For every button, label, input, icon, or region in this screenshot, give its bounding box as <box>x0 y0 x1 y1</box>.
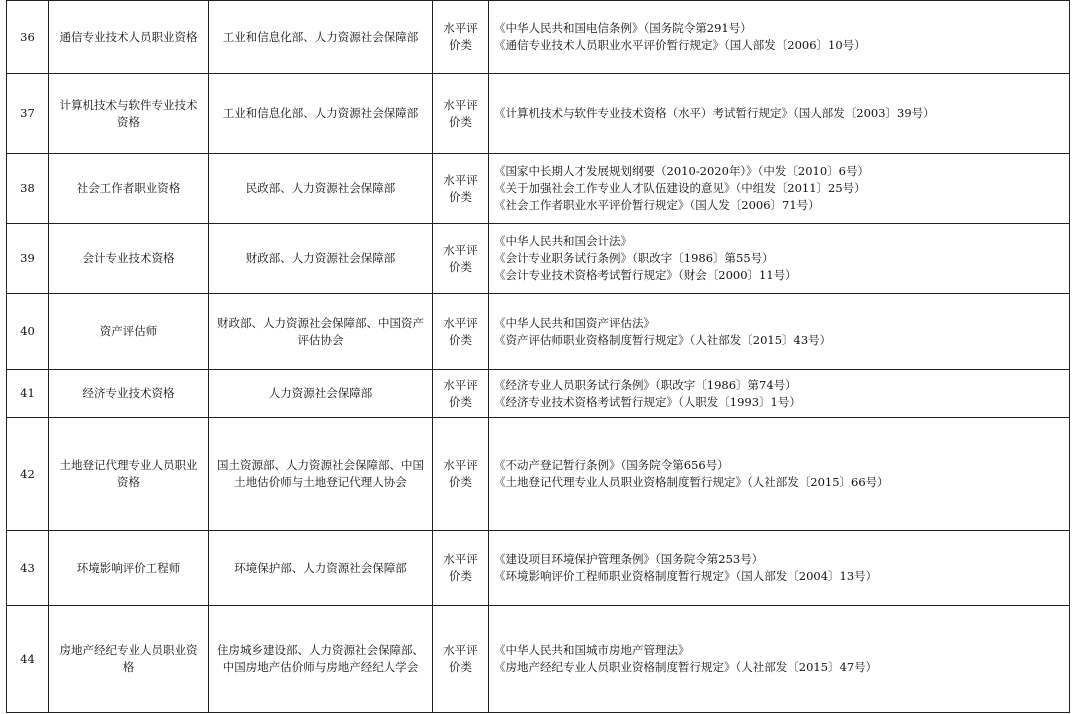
legal-basis <box>489 1 1070 74</box>
qualification-name: 通信专业技术人员职业资格 <box>49 1 209 74</box>
basis-line: 《中华人民共和国资产评估法》 <box>494 315 655 330</box>
qualification-type: 水平评价类 <box>433 294 489 370</box>
implementing-department: 环境保护部、人力资源社会保障部 <box>209 531 433 606</box>
basis-line: 《会计专业职务试行条例》（职改字〔1986〕第55号） <box>494 251 774 265</box>
qualification-name: 资产评估师 <box>49 294 209 370</box>
qualification-type: 水平评价类 <box>433 606 489 713</box>
row-number: 36 <box>7 1 49 74</box>
qualification-name: 经济专业技术资格 <box>49 370 209 418</box>
basis-line: 《中华人民共和国城市房地产管理法》 <box>494 643 690 657</box>
implementing-department: 国土资源部、人力资源社会保障部、中国土地估价师与土地登记代理人协会 <box>209 418 433 531</box>
basis-line: 《不动产登记暂行条例》（国务院令第656号） <box>494 458 729 472</box>
implementing-department: 住房城乡建设部、人力资源社会保障部、中国房地产估价师与房地产经纪人学会 <box>209 606 433 713</box>
basis-line: 《会计专业技术资格考试暂行规定》（财会〔2000〕11号） <box>494 268 797 282</box>
qualification-type: 水平评价类 <box>433 224 489 294</box>
table-row <box>7 224 1070 294</box>
basis-line: 《社会工作者职业水平评价暂行规定》（国人发〔2006〕71号） <box>494 198 820 212</box>
table-row <box>7 154 1070 224</box>
table-row <box>7 1 1070 74</box>
qualification-name: 会计专业技术资格 <box>49 224 209 294</box>
qualification-name: 计算机技术与软件专业技术资格 <box>49 74 209 154</box>
qualification-type: 水平评价类 <box>433 370 489 418</box>
legal-basis <box>489 370 1070 418</box>
row-number: 44 <box>7 606 49 713</box>
qualification-name: 环境影响评价工程师 <box>49 531 209 606</box>
qualification-table <box>6 0 1070 713</box>
row-number: 41 <box>7 370 49 418</box>
basis-line: 《计算机技术与软件专业技术资格（水平）考试暂行规定》（国人部发〔2003〕39号） <box>494 106 935 120</box>
basis-line: 《国家中长期人才发展规划纲要（2010-2020年）》（中发〔2010〕6号） <box>494 164 869 178</box>
legal-basis <box>489 224 1070 294</box>
table-row <box>7 418 1070 531</box>
qualification-name: 社会工作者职业资格 <box>49 154 209 224</box>
qualification-name: 房地产经纪专业人员职业资格 <box>49 606 209 713</box>
table-body <box>7 1 1070 713</box>
basis-line: 《中华人民共和国会计法》 <box>494 234 632 248</box>
row-number: 42 <box>7 418 49 531</box>
implementing-department: 财政部、人力资源社会保障部 <box>209 224 433 294</box>
qualification-type: 水平评价类 <box>433 418 489 531</box>
qualification-type: 水平评价类 <box>433 1 489 74</box>
qualification-type: 水平评价类 <box>433 74 489 154</box>
row-number: 39 <box>7 224 49 294</box>
legal-basis <box>489 531 1070 606</box>
table-row <box>7 531 1070 606</box>
basis-line: 《经济专业人员职务试行条例》（职改字〔1986〕第74号） <box>494 377 797 392</box>
basis-line: 《关于加强社会工作专业人才队伍建设的意见》（中组发〔2011〕25号） <box>494 181 866 195</box>
row-number: 40 <box>7 294 49 370</box>
legal-basis <box>489 294 1070 370</box>
row-number: 43 <box>7 531 49 606</box>
implementing-department: 工业和信息化部、人力资源社会保障部 <box>209 74 433 154</box>
table-row <box>7 294 1070 370</box>
qualification-type: 水平评价类 <box>433 154 489 224</box>
basis-line: 《通信专业技术人员职业水平评价暂行规定》（国人部发〔2006〕10号） <box>494 38 866 52</box>
implementing-department: 民政部、人力资源社会保障部 <box>209 154 433 224</box>
basis-line: 《中华人民共和国电信条例》（国务院令第291号） <box>494 21 752 35</box>
table-row <box>7 74 1070 154</box>
implementing-department: 财政部、人力资源社会保障部、中国资产评估协会 <box>209 294 433 370</box>
implementing-department: 人力资源社会保障部 <box>209 370 433 418</box>
basis-line: 《经济专业技术资格考试暂行规定》（人职发〔1993〕1号） <box>494 394 801 409</box>
qualification-type: 水平评价类 <box>433 531 489 606</box>
basis-line: 《建设项目环境保护管理条例》（国务院令第253号） <box>494 552 764 566</box>
basis-line: 《资产评估师职业资格制度暂行规定》（人社部发〔2015〕43号） <box>494 332 832 347</box>
legal-basis <box>489 418 1070 531</box>
legal-basis <box>489 74 1070 154</box>
row-number: 37 <box>7 74 49 154</box>
legal-basis <box>489 154 1070 224</box>
basis-line: 《环境影响评价工程师职业资格制度暂行规定》（国人部发〔2004〕13号） <box>494 569 878 583</box>
qualification-name: 土地登记代理专业人员职业资格 <box>49 418 209 531</box>
basis-line: 《房地产经纪专业人员职业资格制度暂行规定》（人社部发〔2015〕47号） <box>494 660 878 674</box>
table-row <box>7 606 1070 713</box>
row-number: 38 <box>7 154 49 224</box>
implementing-department: 工业和信息化部、人力资源社会保障部 <box>209 1 433 74</box>
table-row <box>7 370 1070 418</box>
basis-line: 《土地登记代理专业人员职业资格制度暂行规定》（人社部发〔2015〕66号） <box>494 475 889 489</box>
legal-basis <box>489 606 1070 713</box>
